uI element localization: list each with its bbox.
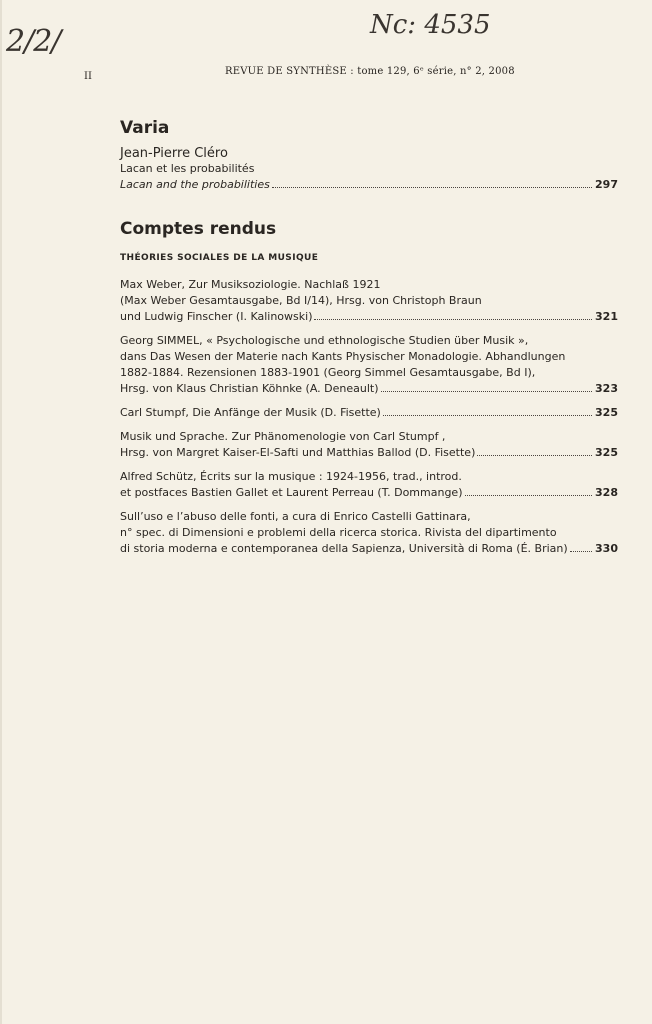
review-entry [120,405,618,421]
page-ref: 323 [595,382,618,395]
entry-line: n° spec. di Dimensioni e problemi della ricerca storica. Rivista del dipartimento [120,526,557,539]
entry-leader-line [120,381,618,397]
entry-line: Max Weber, Zur Musiksoziologie. Nachlaß 1921 [120,278,381,291]
entry-line: 1882-1884. Rezensionen 1883-1901 (Georg Simmel Gesamtausgabe, Bd I), [120,366,536,379]
section-title-varia: Varia [120,118,170,138]
subheading: THÉORIES SOCIALES DE LA MUSIQUE [120,253,319,263]
review-entry [120,333,618,397]
entry-leader-line [120,541,618,557]
page-ref: 330 [595,542,618,555]
review-entry [120,277,618,325]
entry-line: dans Das Wesen der Materie nach Kants Physischer Monadologie. Abhandlungen [120,350,566,363]
page-number: II [84,71,92,82]
section-title-comptes-rendus: Comptes rendus [120,219,277,239]
entry-line: Musik und Sprache. Zur Phänomenologie von Carl Stumpf , [120,430,446,443]
page-ref: 325 [595,406,618,419]
dot-leader [314,319,592,320]
entry-leader-line [120,177,618,193]
entry-line: Sull’uso e l’abuso delle fonti, a cura di Enrico Castelli Gattinara, [120,510,471,523]
entry-leader-line [120,309,618,325]
entry-leader-line [120,485,618,501]
page-edge [0,0,2,1024]
handwritten-catalog-number: Nc: 4535 [370,10,491,40]
entry-line: Georg SIMMEL, « Psychologische und ethnologische Studien über Musik », [120,334,529,347]
entry-leader-line [120,405,618,421]
review-entry [120,469,618,501]
review-entries [120,277,618,557]
entry-line: Hrsg. von Klaus Christian Köhnke (A. Deneault) [120,382,379,395]
page-ref: 321 [595,310,618,323]
dot-leader [477,455,592,456]
handwritten-mark-left: 2/2/ [6,24,61,59]
review-entry [120,509,618,557]
page-ref: 325 [595,446,618,459]
entry-line: Alfred Schütz, Écrits sur la musique : 1924-1956, trad., introd. [120,470,462,483]
dot-leader [272,187,592,188]
dot-leader [381,391,593,392]
page-ref: 328 [595,486,618,499]
entry-line: (Max Weber Gesamtausgabe, Bd I/14), Hrsg. von Christoph Braun [120,294,482,307]
entry-line: Carl Stumpf, Die Anfänge der Musik (D. Fisette) [120,406,381,419]
dot-leader [465,495,593,496]
entry-line: Lacan and the probabilities [120,178,270,191]
entry-leader-line [120,445,618,461]
running-head: REVUE DE SYNTHÈSE : tome 129, 6ᵉ série, n° 2, 2008 [225,66,515,77]
entry-line: Lacan et les probabilités [120,162,255,175]
entry-line: Hrsg. von Margret Kaiser-El-Safti und Matthias Ballod (D. Fisette) [120,446,476,459]
dot-leader [383,415,592,416]
varia-entry [120,161,618,193]
page-ref: 297 [595,178,618,191]
table-of-contents [120,118,618,557]
entry-line: und Ludwig Finscher (I. Kalinowski) [120,310,313,323]
dot-leader [570,551,592,552]
varia-author: Jean-Pierre Cléro [120,146,228,161]
entry-line: di storia moderna e contemporanea della Sapienza, Università di Roma (É. Brian) [120,542,568,555]
review-entry [120,429,618,461]
entry-line: et postfaces Bastien Gallet et Laurent Perreau (T. Dommange) [120,486,463,499]
